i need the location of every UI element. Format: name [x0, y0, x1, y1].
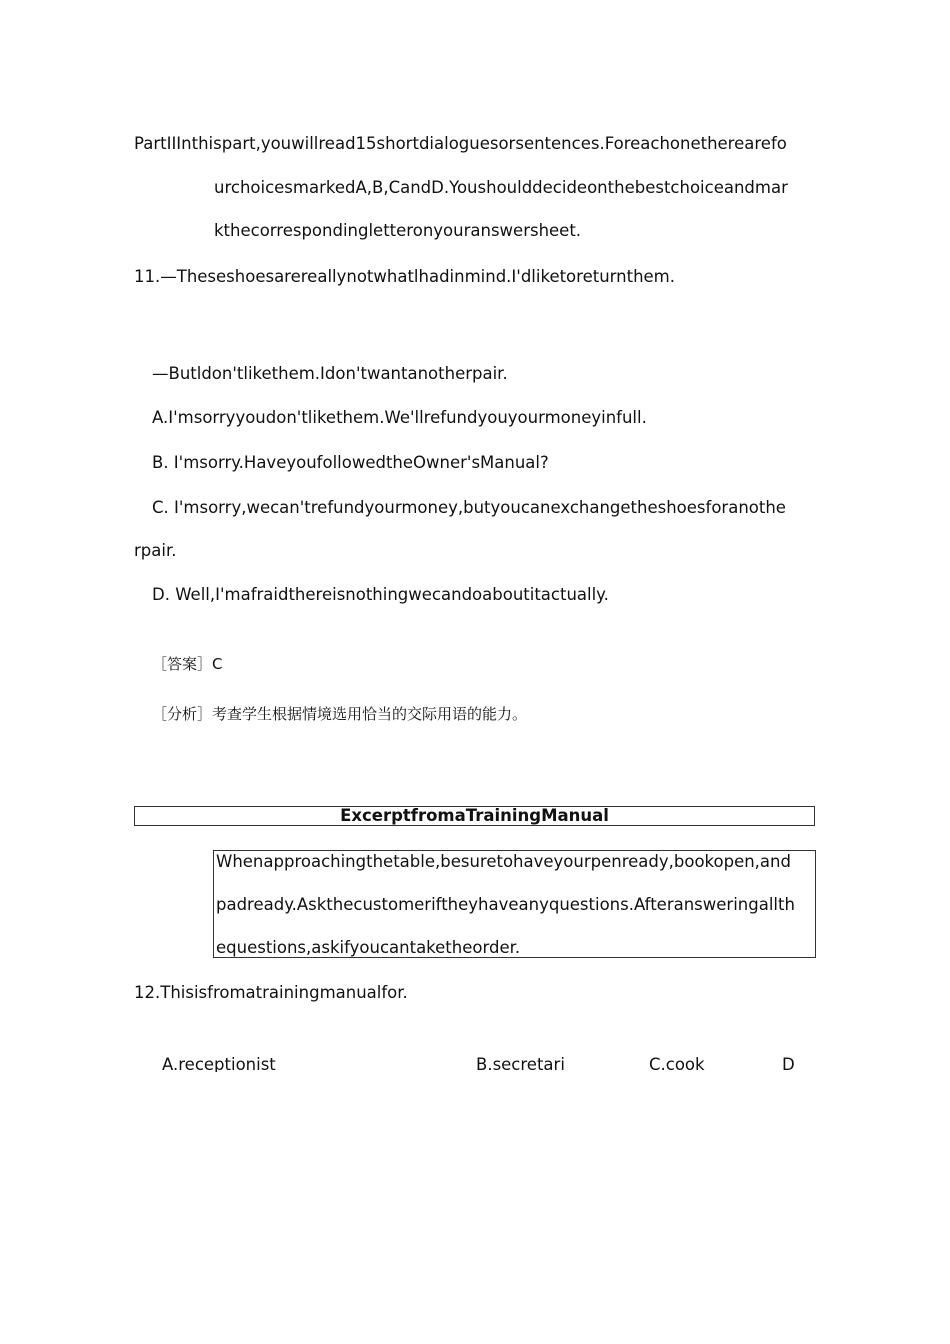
question-12-option-b: B.secretari	[476, 1055, 565, 1072]
question-11-reply: —Butldon'tlikethem.Idon'twantanotherpair.	[152, 364, 508, 383]
excerpt-line-2: padready.Askthecustomeriftheyhaveanyquestions.Afteransweringallth	[216, 895, 795, 914]
question-11-prompt: 11.—Theseshoesarereallynotwhatlhadinmind.I'dliketoreturnthem.	[134, 267, 676, 286]
question-11-answer: ［答案］C	[152, 655, 223, 673]
excerpt-line-1: Whenapproachingthetable,besuretohaveyourpenready,bookopen,and	[216, 852, 791, 871]
question-11-option-c-line-2: rpair.	[134, 541, 177, 560]
excerpt-line-3: equestions,askifyoucantaketheorder.	[216, 938, 521, 957]
question-11-option-d: D. Well,I'mafraidthereisnothingwecandoaboutitactually.	[152, 585, 609, 604]
question-12-option-c: C.cook	[649, 1055, 705, 1072]
instructions-line-2: urchoicesmarkedA,B,CandD.Youshoulddecideonthebestchoiceandmar	[214, 178, 788, 197]
excerpt-title: ExcerptfromaTrainingManual	[134, 806, 815, 826]
question-12-option-d: D	[782, 1055, 795, 1072]
question-11-analysis: ［分析］考查学生根据情境选用恰当的交际用语的能力。	[152, 705, 528, 723]
instructions-line-1: PartIIInthispart,youwillread15shortdialoguesorsentences.Foreachonetherearefo	[134, 134, 787, 153]
excerpt-box	[213, 850, 816, 958]
question-12-prompt: 12.Thisisfromatrainingmanualfor.	[134, 983, 408, 1002]
question-11-option-a: A.I'msorryyoudon'tlikethem.We'llrefundyouyourmoneyinfull.	[152, 408, 647, 427]
question-11-option-c-line-1: C. I'msorry,wecan'trefundyourmoney,butyoucanexchangetheshoesforanothe	[152, 498, 786, 517]
instructions-line-3: kthecorrespondingletteronyouranswersheet.	[214, 221, 582, 240]
question-12-options-row	[0, 1054, 950, 1072]
question-11-option-b: B. I'msorry.HaveyoufollowedtheOwner'sManual?	[152, 453, 549, 472]
question-12-option-a: A.receptionist	[162, 1055, 276, 1072]
